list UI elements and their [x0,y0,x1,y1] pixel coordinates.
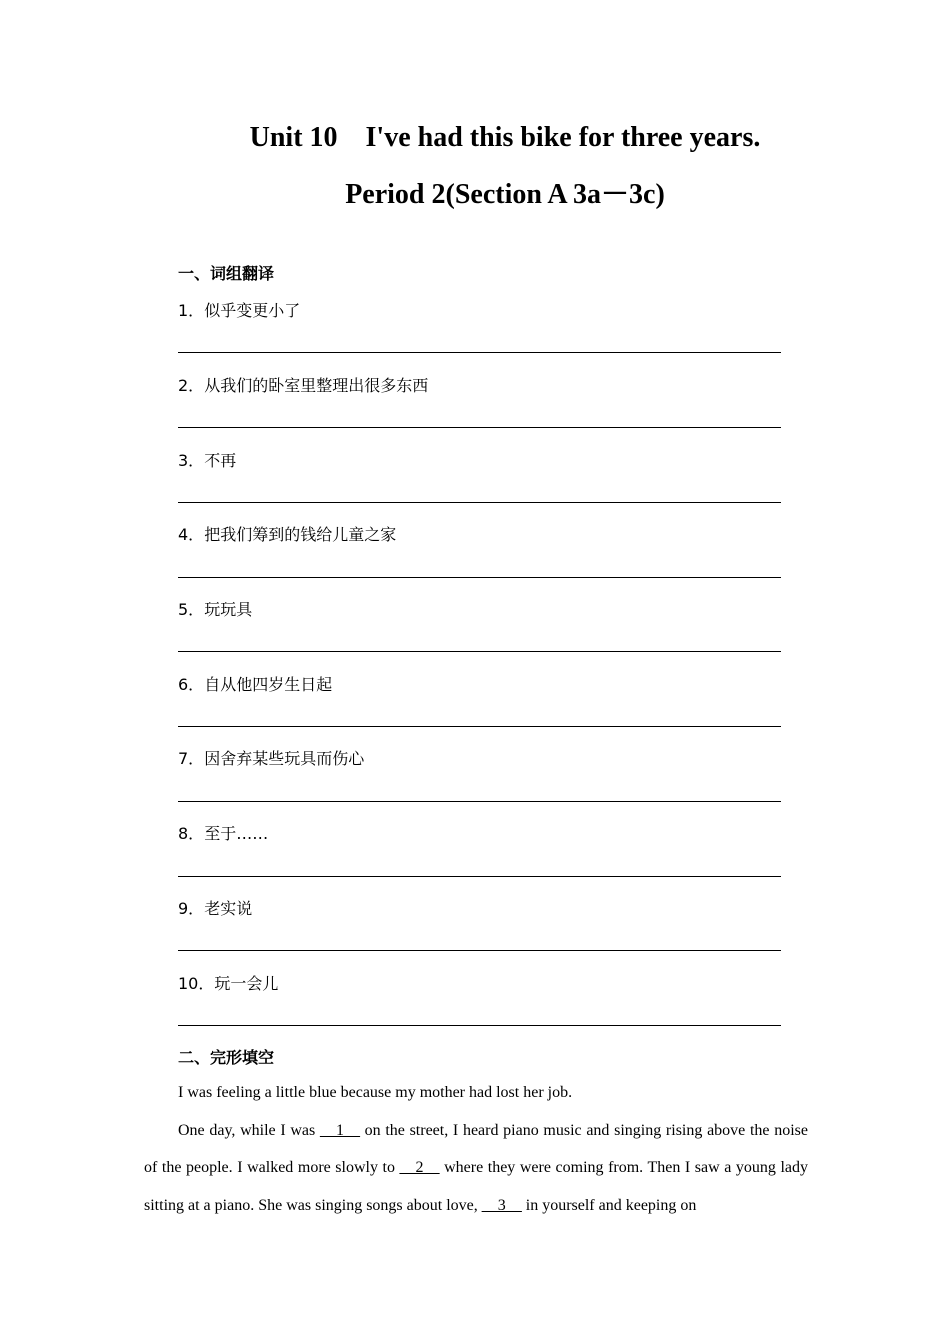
question-number: 1． [178,301,205,320]
passage-text: on the street, I heard piano music and singing rising above the noise of the people. I walked more slowly to [144,1121,808,1176]
question-number: 5． [178,600,205,619]
question-text: 至于…… [204,824,269,843]
question-number: 8． [178,824,205,843]
answer-line[interactable] [178,427,781,428]
question-item [178,672,332,695]
answer-line[interactable] [178,651,781,652]
question-text: 从我们的卧室里整理出很多东西 [204,376,429,395]
question-number: 2． [178,376,205,395]
question-number: 3． [178,451,205,470]
question-text: 玩一会儿 [214,974,279,993]
answer-line[interactable] [178,577,781,578]
answer-line[interactable] [178,352,781,353]
passage-text: One day, while I was [178,1121,320,1139]
passage-text: where they were coming from. Then I saw a young lady sitting at a piano. She was singing songs about love, [144,1159,808,1214]
question-item [178,522,396,545]
question-text: 不再 [204,451,237,470]
question-text: 玩玩具 [204,600,253,619]
passage-paragraph: I was feeling a little blue because my mother had lost her job. [178,1084,573,1101]
passage-paragraph [144,1112,808,1225]
question-item [178,597,252,620]
question-item [178,746,364,769]
question-text: 老实说 [204,899,253,918]
cloze-blank-3[interactable]: __3__ [481,1196,522,1214]
question-item [178,821,268,844]
section-heading-cloze: 二、完形填空 [178,1048,275,1067]
question-item [178,298,300,321]
question-number: 4． [178,525,205,544]
answer-line[interactable] [178,950,781,951]
question-text: 自从他四岁生日起 [204,675,333,694]
answer-line[interactable] [178,726,781,727]
question-text: 把我们筹到的钱给儿童之家 [204,525,397,544]
section-heading-phrase-translation: 一、词组翻译 [178,264,275,283]
question-text: 似乎变更小了 [204,301,301,320]
answer-line[interactable] [178,801,781,802]
question-number: 10． [178,974,215,993]
question-text: 因舍弃某些玩具而伤心 [204,749,365,768]
question-item [178,373,428,396]
answer-line[interactable] [178,502,781,503]
question-item [178,896,252,919]
question-number: 9． [178,899,205,918]
answer-line[interactable] [178,876,781,877]
cloze-passage [144,1074,808,1224]
question-number: 6． [178,675,205,694]
question-item [178,971,278,994]
page-subtitle: Period 2(Section A 3a－3c) [345,179,665,210]
answer-line[interactable] [178,1025,781,1026]
question-number: 7． [178,749,205,768]
cloze-blank-1[interactable]: __1__ [319,1121,360,1139]
page-title: Unit 10 I've had this bike for three years. [249,122,761,153]
passage-text: in yourself and keeping on [521,1196,697,1214]
question-item [178,448,236,471]
cloze-blank-2[interactable]: __2__ [399,1159,440,1176]
